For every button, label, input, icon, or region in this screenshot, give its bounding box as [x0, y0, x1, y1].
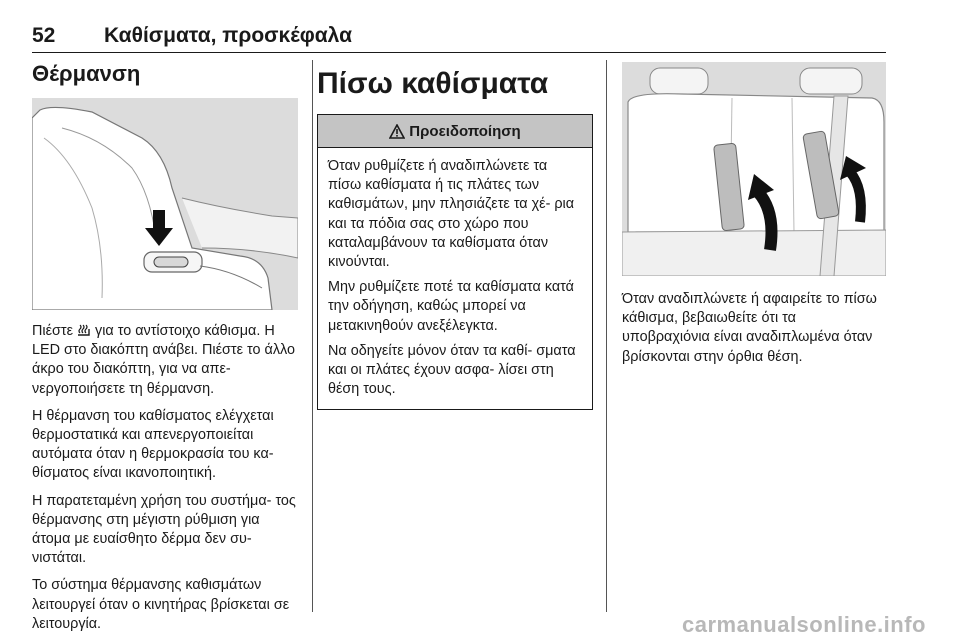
seat-switch-illustration [32, 98, 298, 310]
warning-header [318, 115, 592, 148]
chapter-title: Καθίσματα, προσκέφαλα [104, 24, 352, 47]
rear-seats-title: Πίσω καθίσματα [317, 67, 549, 100]
page-header [32, 20, 886, 53]
heating-paragraph-2: Η θέρμανση του καθίσματος ελέγχεται θερμοστατικά και απενεργοποιείται αυτόματα όταν η θερμοκρασία του κα- θίσματος είναι ικανοποιητική. [32, 407, 274, 482]
warning-triangle-icon [389, 124, 405, 139]
page-number: 52 [32, 24, 56, 47]
warning-paragraph-3: Να οδηγείτε μόνον όταν τα καθί- σματα και οι πλάτες έχουν ασφα- λίσει στη θέση τους. [328, 342, 576, 398]
column-divider-left [312, 60, 313, 612]
rear-seats-section [317, 60, 593, 398]
heating-paragraph-3: Η παρατεταμένη χρήση του συστήμα- τος θέρμανσης στη μέγιστη ρύθμιση για άτομα με ευαίσθητο δέρμα δεν συ- νιστάται. [32, 492, 296, 567]
heating-section [32, 60, 302, 642]
warning-box [317, 114, 593, 410]
heating-paragraph-1-end: για το αντίστοιχο κάθισμα. Η LED στο διακόπτη ανάβει. Πιέστε το άλλο άκρο του διακόπτη, για να απε- νεργοποιήσετε τη θέρμανση. [32, 323, 296, 397]
column-divider-right [606, 60, 607, 612]
heating-paragraph-1-start: Πιέστε [32, 323, 77, 339]
warning-paragraph-2: Μην ρυθμίζετε ποτέ τα καθίσματα κατά την οδήγηση, καθώς μπορεί να μετακινηθούν ανεξέλεγκτα. [328, 279, 574, 334]
seat-heating-icon [77, 323, 91, 337]
heating-paragraph-4: Το σύστημα θέρμανσης καθισμάτων λειτουργεί όταν ο κινητήρας βρίσκεται σε λειτουργία. [32, 577, 290, 632]
warning-title: Προειδοποίηση [409, 122, 521, 140]
rear-seat-armrest-illustration [622, 62, 886, 276]
warning-paragraph-1: Όταν ρυθμίζετε ή αναδιπλώνετε τα πίσω καθίσματα ή τις πλάτες των καθισμάτων, μην πλησιάζετε τα χέ- ρια και τα πόδια σας στο χώρο που καταλαμβάνουν τα καθίσματα όταν κινούνται. [328, 158, 575, 271]
rear-seat-figure [622, 62, 886, 375]
heating-title: Θέρμανση [32, 61, 141, 86]
warning-body [318, 148, 592, 409]
heating-paragraph-1 [32, 322, 302, 399]
watermark: carmanualsonline.info [682, 612, 926, 637]
figure-caption: Όταν αναδιπλώνετε ή αφαιρείτε το πίσω κάθισμα, βεβαιωθείτε ότι τα υποβραχιόνια είναι αναδιπλωμένα όταν βρίσκονται στην όρθια θέση. [622, 291, 877, 365]
